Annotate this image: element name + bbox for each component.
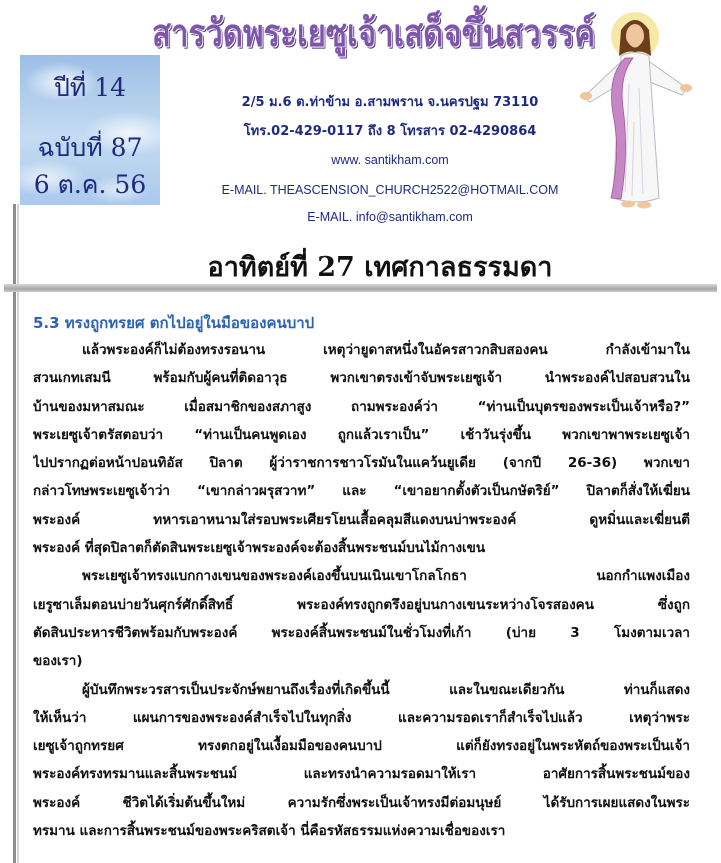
church-phone: โทร.02-429-0117 ถึง 8 โทรสาร 02-4290864 [243, 124, 537, 139]
issue-number: ฉบับที่ 87 [37, 133, 143, 162]
right-hand [680, 84, 692, 92]
issue-date: 6 ต.ค. 56 [33, 170, 147, 199]
left-vertical-rule [13, 204, 16, 863]
body-line: ทรมาน และการสิ้นพระชนม์ของพระคริสตเจ้า นี่คือรหัสธรรมแห่งความเชื่อของเรา [33, 823, 506, 840]
body-line: บ้านของมหาสมณะ เมื่อสมาชิกของสภาสูง ถามพระองค์ว่า “ท่านเป็นบุตรของพระเป็นเจ้าหรือ?” [33, 398, 690, 415]
body-line: พระเยซูเจ้าทรงแบกกางเขนของพระองค์เองขึ้นบนเนินเขาโกลโกธา นอกกำแพงเมือง [82, 568, 690, 585]
left-vertical-rule-highlight [17, 204, 19, 863]
paragraph-2 [33, 562, 690, 675]
body-line: ไปปรากฏต่อหน้าปอนทิอัส ปิลาต ผู้ว่าราชการชาวโรมันในแคว้นยูเดีย (จากปี 26-36) พวกเขา [33, 455, 690, 472]
volume-number: ปีที่ 14 [53, 73, 127, 102]
body-line: แล้วพระองค์ก็ไม่ต้องทรงรอนาน เหตุว่ายูดาสหนึ่งในอัครสาวกสิบสองคน กำลังเข้ามาใน [82, 342, 690, 358]
body-line: พระองค์ ทหารเอาหนามใส่รอบพระเศียรโยนเสื้อคลุมสีแดงบนบ่าพระองค์ ดูหมิ่นและเฆี่ยนตี [33, 511, 690, 528]
paragraph-3 [33, 676, 690, 846]
body-line: พระองค์ทรงทรมานและสิ้นพระชนม์ และทรงนำความรอดมาให้เรา อาศัยการสิ้นพระชนม์ของ [33, 766, 690, 783]
left-hand [580, 92, 592, 100]
body-line: ให้เห็นว่า แผนการของพระองค์สำเร็จไปในทุกสิ่ง และความรอดเราก็สำเร็จไปแล้ว เหตุว่าพระ [33, 709, 690, 726]
church-email-2: E-MAIL. info@santikham.com [307, 210, 473, 224]
sunday-heading: อาทิตย์ที่ 27 เทศกาลธรรมดา [207, 252, 553, 283]
left-foot [621, 201, 635, 208]
article-body [33, 336, 690, 845]
body-line: พระองค์ ที่สุดปิลาตก็ตัดสินพระเยซูเจ้าพระองค์จะต้องสิ้นพระชนม์บนไม้กางเขน [33, 540, 486, 557]
church-email-1: E-MAIL. THEASCENSION_CHURCH2522@HOTMAIL.COM [221, 183, 559, 197]
issue-info-panel [20, 55, 160, 205]
body-line: พระองค์ ชีวิตได้เริ่มต้นขึ้นใหม่ ความรักซึ่งพระเป็นเจ้าทรงมีต่อมนุษย์ ได้รับการเผยแสดงในพระ [33, 794, 690, 811]
body-line: สวนเกทเสมนี พร้อมกับผู้คนที่ติดอาวุธ พวกเขาตรงเข้าจับพระเยซูเจ้า นำพระองค์ไปสอบสวนใน [33, 370, 690, 387]
body-line: ตัดสินประหารชีวิตพร้อมกับพระองค์ พระองค์สิ้นพระชนม์ในชั่วโมงที่เก้า (บ่าย 3 โมงตามเวลา [33, 624, 690, 641]
body-line: ของเรา) [33, 653, 83, 670]
body-line: เยรูซาเล็มตอนบ่ายวันศุกร์ศักดิ์สิทธิ์ พระองค์ทรงถูกตรึงอยู่บนกางเขนระหว่างโจรสองคน ซึ่งถูก [33, 596, 690, 613]
body-line: พระเยซูเจ้าตรัสตอบว่า “ท่านเป็นคนพูดเอง ถูกแล้วเราเป็น” เช้าวันรุ่งขึ้น พวกเขาพาพระเยซูเจ้า [33, 426, 690, 443]
body-line: กล่าวโทษพระเยซูเจ้าว่า “เขากล่าวผรุสวาท” และ “เขาอยากตั้งตัวเป็นกษัตริย์” ปิลาตก็สั่งให้เฆี่ยน [33, 483, 690, 500]
body-line: เยซูเจ้าถูกทรยศ ทรงตกอยู่ในเงื้อมมือของคนบาป แต่ก็ยังทรงอยู่ในพระหัตถ์ของพระเป็นเจ้า [33, 738, 690, 755]
body-line: ผู้บันทึกพระวรสารเป็นประจักษ์พยานถึงเรื่องที่เกิดขึ้นนี้ และในขณะเดียวกัน ท่านก็แสดง [82, 681, 690, 698]
newsletter-title: สารวัดพระเยซูเจ้าเสด็จขึ้นสวรรค์ [152, 11, 596, 55]
church-address: 2/5 ม.6 ต.ท่าข้าม อ.สามพราน จ.นครปฐม 73110 [241, 95, 539, 110]
church-website: www. santikham.com [331, 153, 449, 167]
paragraph-1 [33, 336, 690, 562]
right-foot [637, 202, 651, 209]
section-title: 5.3 ทรงถูกทรยศ ตกไปอยู่ในมือของคนบาป [33, 314, 315, 332]
